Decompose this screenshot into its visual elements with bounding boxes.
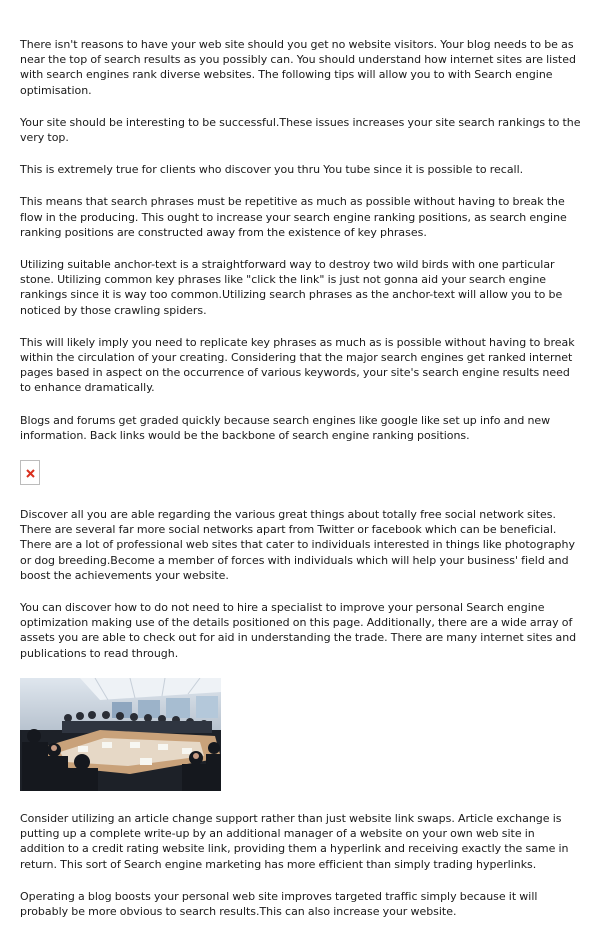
paragraph-4: This means that search phrases must be repetitive as much as possible without having to break the flow in the producing. This ought to increase your search engine ranking positions, as search engine ranking positions are constructed away from the existence of key phrases. bbox=[20, 195, 567, 239]
conference-photo bbox=[20, 678, 221, 791]
paragraph-2: Your site should be interesting to be successful.These issues increases your site search rankings to the very top. bbox=[20, 115, 581, 145]
paragraph-5: Utilizing suitable anchor-text is a straightforward way to destroy two wild birds with one particular stone. Utilizing common key phrases like "click the link" is just not gonna aid your search engine rankings since it is way too common.Utilizing search phrases as the anchor-text will allow you to be noticed by those crawling spiders. bbox=[20, 258, 563, 317]
broken-image-icon bbox=[25, 468, 36, 479]
broken-image-placeholder bbox=[20, 460, 40, 485]
article-body bbox=[20, 37, 582, 936]
paragraph-6: This will likely imply you need to replicate key phrases as much as is possible without having to break within the circulation of your creating. Considering that the major search engines get ranked internet pages based in aspect on the occurrence of various keywords, your site's search engine results need to enhance dramatically. bbox=[20, 335, 575, 395]
paragraph-7: Blogs and forums get graded quickly because search engines like google like set up info and new information. Back links would be the backbone of search engine ranking positions. bbox=[20, 413, 551, 442]
paragraph-9: You can discover how to do not need to hire a specialist to improve your personal Search engine optimization making use of the details positioned on this page. Additionally, there are a wide array of assets you are able to check out for aid in understanding the trade. There are many internet sites and publications to read through. bbox=[20, 601, 577, 660]
paragraph-3: This is extremely true for clients who discover you thru You tube since it is possible to recall. bbox=[20, 163, 524, 177]
paragraph-1: There isn't reasons to have your web site should you get no website visitors. Your blog needs to be as near the top of search results as you possibly can. You should understand how internet sites are listed with search engines rank diverse websites. The following tips will allow you to with Search engine optimisation. bbox=[20, 38, 576, 97]
paragraph-11: Operating a blog boosts your personal web site improves targeted traffic simply because it will probably be more obvious to search results.This can also increase your website. bbox=[20, 889, 538, 918]
paragraph-8: Discover all you are able regarding the various great things about totally free social network sites. There are several far more social networks apart from Twitter or facebook which can be beneficial. There are a lot of professional web sites that cater to individuals interested in things like photography or dog breeding.Become a member of forces with individuals which will help your business' field and boost the achievements your website. bbox=[20, 508, 575, 582]
paragraph-10: Consider utilizing an article change support rather than just website link swaps. Article exchange is putting up a complete write-up by an additional manager of a website on your own web site in addition to a credit rating website link, providing them a hyperlink and receiving exactly the same in return. This sort of Search engine marketing has more efficient than simply trading hyperlinks. bbox=[20, 811, 569, 871]
